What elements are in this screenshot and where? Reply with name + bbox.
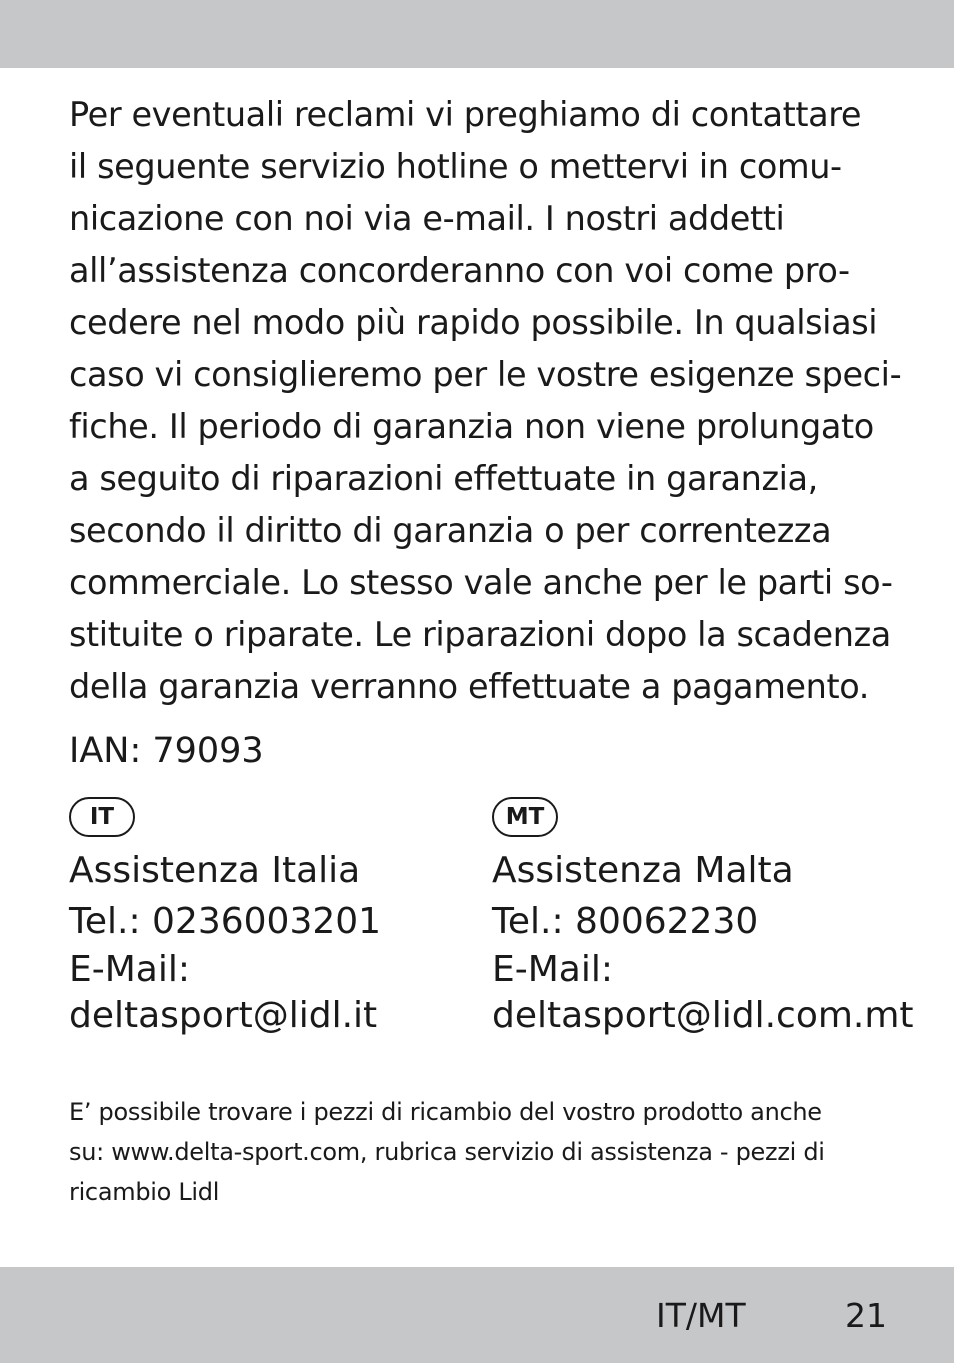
email-address: deltasport@lidl.it (69, 995, 378, 1036)
warranty-paragraph (69, 89, 902, 713)
paragraph-line: commerciale. Lo stesso vale anche per le parti so- (69, 563, 893, 602)
footnote-line: ricambio Lidl (69, 1178, 220, 1206)
contact-details-malta (492, 845, 912, 1039)
paragraph-line: Per eventuali reclami vi preghiamo di contattare (69, 95, 862, 134)
paragraph-line: a seguito di riparazioni effettuate in garanzia, (69, 459, 818, 498)
email-label: E-Mail: (69, 949, 190, 990)
header-band (0, 0, 954, 68)
contact-italy (69, 797, 489, 1039)
language-code: IT/MT (656, 1296, 746, 1335)
service-name: Assistenza Italia (69, 850, 361, 891)
paragraph-line: il seguente servizio hotline o mettervi in comu- (69, 147, 842, 186)
paragraph-line: secondo il diritto di garanzia o per correntezza (69, 511, 832, 550)
paragraph-line: della garanzia verranno effettuate a pagamento. (69, 667, 869, 706)
paragraph-line: nicazione con noi via e-mail. I nostri addetti (69, 199, 785, 238)
paragraph-line: all’assistenza concorderanno con voi come pro- (69, 251, 850, 290)
paragraph-line: cedere nel modo più rapido possibile. In qualsiasi (69, 303, 878, 342)
footnote-line: su: www.delta-sport.com, rubrica servizio di assistenza - pezzi di (69, 1138, 825, 1166)
contact-malta (492, 797, 912, 1039)
paragraph-line: fiche. Il periodo di garanzia non viene prolungato (69, 407, 874, 446)
service-name: Assistenza Malta (492, 850, 794, 891)
paragraph-line: stituite o riparate. Le riparazioni dopo la scadenza (69, 615, 891, 654)
footer-band (0, 1267, 954, 1363)
country-badge-mt: MT (492, 797, 558, 837)
spare-parts-note (69, 1092, 889, 1212)
phone-number: Tel.: 80062230 (492, 901, 759, 942)
ian-number: IAN: 79093 (69, 731, 264, 771)
footnote-line: E’ possibile trovare i pezzi di ricambio del vostro prodotto anche (69, 1098, 822, 1126)
paragraph-line: caso vi consiglieremo per le vostre esigenze speci- (69, 355, 902, 394)
country-badge-it: IT (69, 797, 135, 837)
email-address: deltasport@lidl.com.mt (492, 995, 914, 1036)
email-label: E-Mail: (492, 949, 613, 990)
contact-details-italy (69, 845, 489, 1039)
phone-number: Tel.: 0236003201 (69, 901, 382, 942)
page-number: 21 (845, 1296, 887, 1335)
